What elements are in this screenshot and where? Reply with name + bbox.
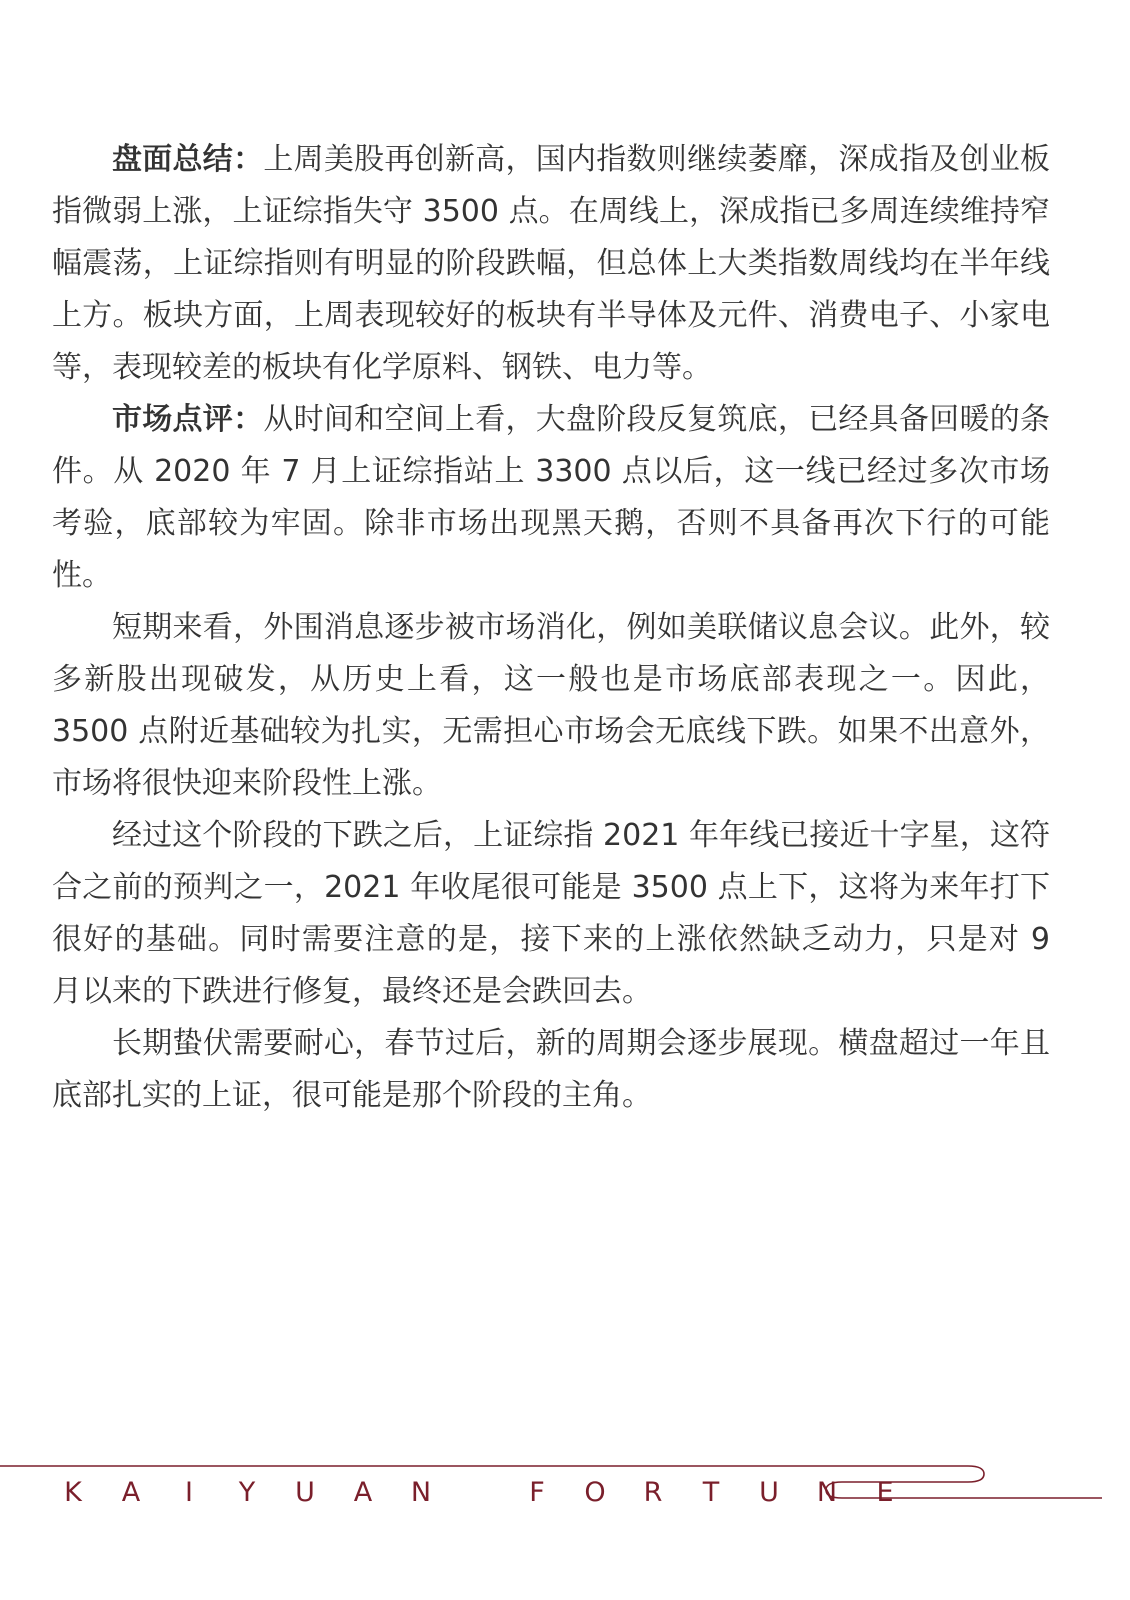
paragraph-long-term (52, 1018, 1050, 1122)
brand-letter: T (702, 1476, 720, 1508)
paragraph-market-summary (52, 134, 1050, 394)
brand-letter: N (816, 1476, 838, 1508)
brand-letter: Y (238, 1476, 256, 1508)
brand-letter: A (353, 1476, 373, 1508)
brand-letter: F (529, 1476, 545, 1508)
footer-brand-wordmark (44, 1474, 914, 1510)
article-body (52, 134, 1050, 1122)
paragraph-lead: 盘面总结： (112, 142, 264, 177)
paragraph-text: 经过这个阶段的下跌之后，上证综指 2021 年年线已接近十字星，这符合之前的预判之一，2021 年收尾很可能是 3500 点上下，这将为来年打下很好的基础。同时需要注意的是，接下来的上涨依然缺乏动力，只是对 9 月以来的下跌进行修复，最终还是会跌回去。 (52, 818, 1050, 1009)
paragraph-market-comment (52, 394, 1050, 602)
brand-letter: U (759, 1476, 779, 1508)
brand-letter: N (410, 1476, 432, 1508)
brand-letter: I (185, 1476, 193, 1508)
brand-letter: R (643, 1476, 663, 1508)
paragraph-lead: 市场点评： (112, 402, 264, 437)
brand-letter: A (121, 1476, 141, 1508)
brand-letter: O (584, 1476, 606, 1508)
paragraph-text: 从时间和空间上看，大盘阶段反复筑底，已经具备回暖的条件。从 2020 年 7 月上证综指站上 3300 点以后，这一线已经过多次市场考验，底部较为牢固。除非市场出现黑天鹅，否则不具备再次下行的可能性。 (52, 402, 1051, 593)
brand-letter: K (64, 1476, 82, 1508)
paragraph-text: 短期来看，外围消息逐步被市场消化，例如美联储议息会议。此外，较多新股出现破发，从历史上看，这一般也是市场底部表现之一。因此，3500 点附近基础较为扎实，无需担心市场会无底线下跌。如果不出意外，市场将很快迎来阶段性上涨。 (52, 610, 1050, 801)
brand-letter: U (295, 1476, 315, 1508)
paragraph-short-term (52, 602, 1050, 810)
brand-letter: E (876, 1476, 894, 1508)
paragraph-text: 上周美股再创新高，国内指数则继续萎靡，深成指及创业板指微弱上涨，上证综指失守 3500 点。在周线上，深成指已多周连续维持窄幅震荡，上证综指则有明显的阶段跌幅，但总体上大类指数周线均在半年线上方。板块方面，上周表现较好的板块有半导体及元件、消费电子、小家电等，表现较差的板块有化学原料、钢铁、电力等。 (52, 142, 1051, 385)
paragraph-yearly-outlook (52, 810, 1050, 1018)
paragraph-text: 长期蛰伏需要耐心，春节过后，新的周期会逐步展现。横盘超过一年且底部扎实的上证，很可能是那个阶段的主角。 (52, 1026, 1050, 1113)
